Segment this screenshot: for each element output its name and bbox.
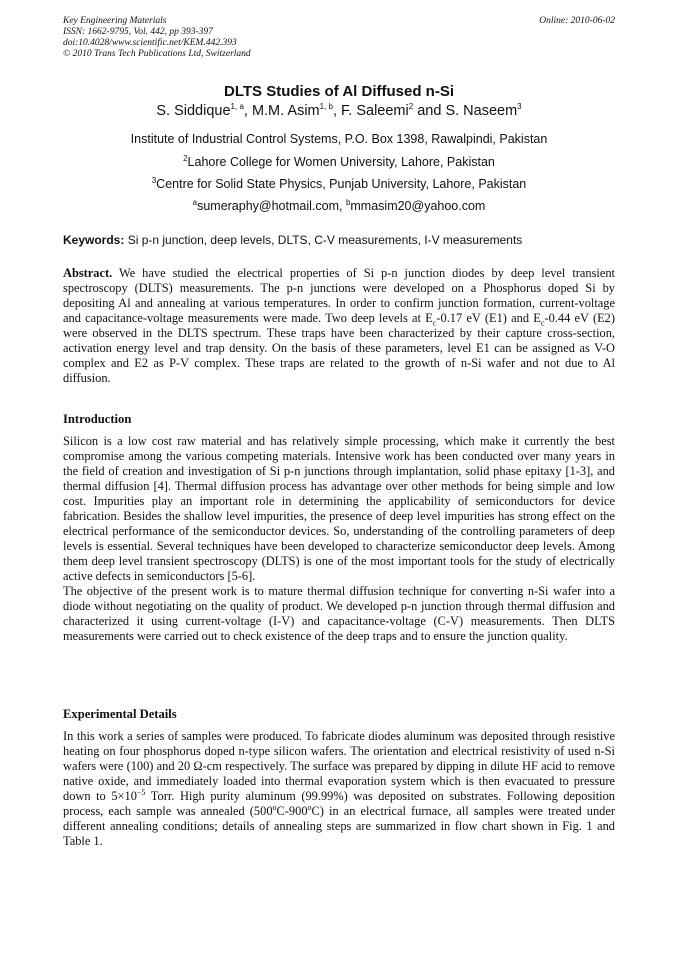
affiliation-2: [0, 155, 678, 169]
abstract-text: We have studied the electrical properties of Si p-n junction diodes by deep level transient spectroscopy (DLTS) measurements. The p-n junctions were developed on a Phosphorus doped Si by depositing Al and annealing at various temperatures. In order to confirm junction formation, current-voltage and capacitance-voltage measurements were made. Two deep levels at E: [63, 266, 615, 325]
abstract-text: -0.17 eV (E1) and E: [436, 311, 541, 325]
email-line: [0, 199, 678, 213]
keywords-text: Si p-n junction, deep levels, DLTS, C-V measurements, I-V measurements: [124, 233, 523, 247]
author-separator: and: [413, 103, 446, 119]
affiliation-1: Institute of Industrial Control Systems, P.O. Box 1398, Rawalpindi, Pakistan: [130, 132, 548, 146]
affiliation-mark: 2: [183, 153, 188, 163]
journal-name: Key Engineering Materials: [63, 16, 167, 26]
paper-title: DLTS Studies of Al Diffused n-Si: [224, 83, 454, 100]
abstract: [63, 266, 615, 386]
author-name: F. Saleemi: [341, 103, 409, 119]
author-name: M.M. Asim: [251, 103, 320, 119]
superscript: −5: [136, 787, 146, 797]
superscript: o: [307, 802, 312, 812]
section-heading-introduction: Introduction: [63, 412, 132, 426]
author-separator: ,: [243, 103, 252, 119]
email-a: sumeraphy@hotmail.com,: [197, 199, 346, 213]
journal-issn: ISSN: 1662-9795, Vol. 442, pp 393-397: [63, 27, 213, 37]
email-b: mmasim20@yahoo.com: [350, 199, 486, 213]
affiliation-text: Lahore College for Women University, Lahore, Pakistan: [187, 155, 495, 169]
superscript: o: [272, 802, 277, 812]
paragraph: The objective of the present work is to mature thermal diffusion technique for converting n-Si wafer into a diode without negotiating on the quality of product. We developed p-n junction through thermal diffusion and characterized it using current-voltage (I-V) and capacitance-voltage (C-V) measurements. Then DLTS measurements were carried out to check existence of the deep traps and to ensure the junction quality.: [63, 584, 615, 643]
author-separator: ,: [332, 103, 342, 119]
section-heading-experimental: Experimental Details: [63, 707, 177, 721]
body-text: Torr. High purity aluminum (99.99%) was deposited on substrates. Following deposition process, each sample was annealed (500: [63, 789, 615, 818]
affiliation-mark: 3: [151, 175, 157, 185]
subscript: c: [432, 318, 437, 328]
journal-copyright: © 2010 Trans Tech Publications Ltd, Switzerland: [63, 49, 251, 59]
body-text: C-900: [276, 804, 308, 818]
keywords-label: Keywords:: [63, 233, 125, 247]
online-date: Online: 2010-06-02: [539, 16, 615, 26]
author-list: [0, 103, 678, 119]
author-affiliation-mark: 1, b: [319, 102, 333, 112]
keywords: [63, 233, 615, 247]
author-name: S. Naseem: [445, 103, 518, 119]
paragraph: Silicon is a low cost raw material and has relatively simple processing, which make it currently the best compromise among the various competing materials. Intensive work has been conducted over many years in the field of creation and investigation of Si p-n junctions through implantation, solid phase epitaxy [1-3], and thermal diffusion [4]. Thermal diffusion process has advantage over other methods for being simple and low cost. Impurities play an important role in determining the applicability of semiconductors for device fabrication. Besides the shallow level impurities, the presence of deep level impurities has strong effect on the electrical performance of the semiconductor devices. So, understanding of the controlling parameters of deep levels is essential. Several techniques have been developed to characterize semiconductor deep levels. Among them deep level transient spectroscopy (DLTS) is one of the most important tools for the study of electrically active defects in semiconductors [5-6].: [63, 434, 615, 583]
body-text: C) in an electrical furnace, all samples were treated under different annealing conditions; details of annealing steps are summarized in flow chart shown in Fig. 1 and Table 1.: [63, 804, 616, 848]
author-affiliation-mark: 3: [517, 102, 522, 112]
author-affiliation-mark: 2: [408, 102, 414, 112]
body-text: In this work a series of samples were produced. To fabricate diodes aluminum was deposited through resistive heating on four phosphorus doped n-type silicon wafers. The orientation and electrical resistivity of used n-Si wafers were (100) and 20 Ω-cm respectively. The surface was prepared by dipping in dilute HF acid to remove native oxide, and immediately loaded into thermal evaporation system which is then evacuated to pressure down to 5×10: [63, 729, 615, 803]
introduction-body: [63, 434, 615, 644]
journal-doi: doi:10.4028/www.scientific.net/KEM.442.393: [63, 38, 237, 48]
abstract-label: Abstract.: [63, 266, 113, 280]
abstract-text: -0.44 eV (E2) were observed in the DLTS spectrum. These traps have been characterized by their capture cross-section, activation energy level and trap density. On the basis of these parameters, level E1 can be assigned as V-O complex and E2 as P-V complex. These traps are related to the growth of n-Si wafer and not due to Al diffusion.: [63, 311, 616, 385]
email-mark: b: [345, 197, 351, 207]
experimental-body: [63, 729, 615, 849]
affiliation-3: [0, 177, 678, 191]
author-affiliation-mark: 1, a: [230, 102, 244, 112]
author-name: S. Siddique: [156, 103, 231, 119]
affiliation-text: Centre for Solid State Physics, Punjab University, Lahore, Pakistan: [156, 177, 527, 191]
subscript: c: [540, 318, 545, 328]
journal-header: [63, 16, 615, 60]
email-mark: a: [192, 197, 198, 207]
